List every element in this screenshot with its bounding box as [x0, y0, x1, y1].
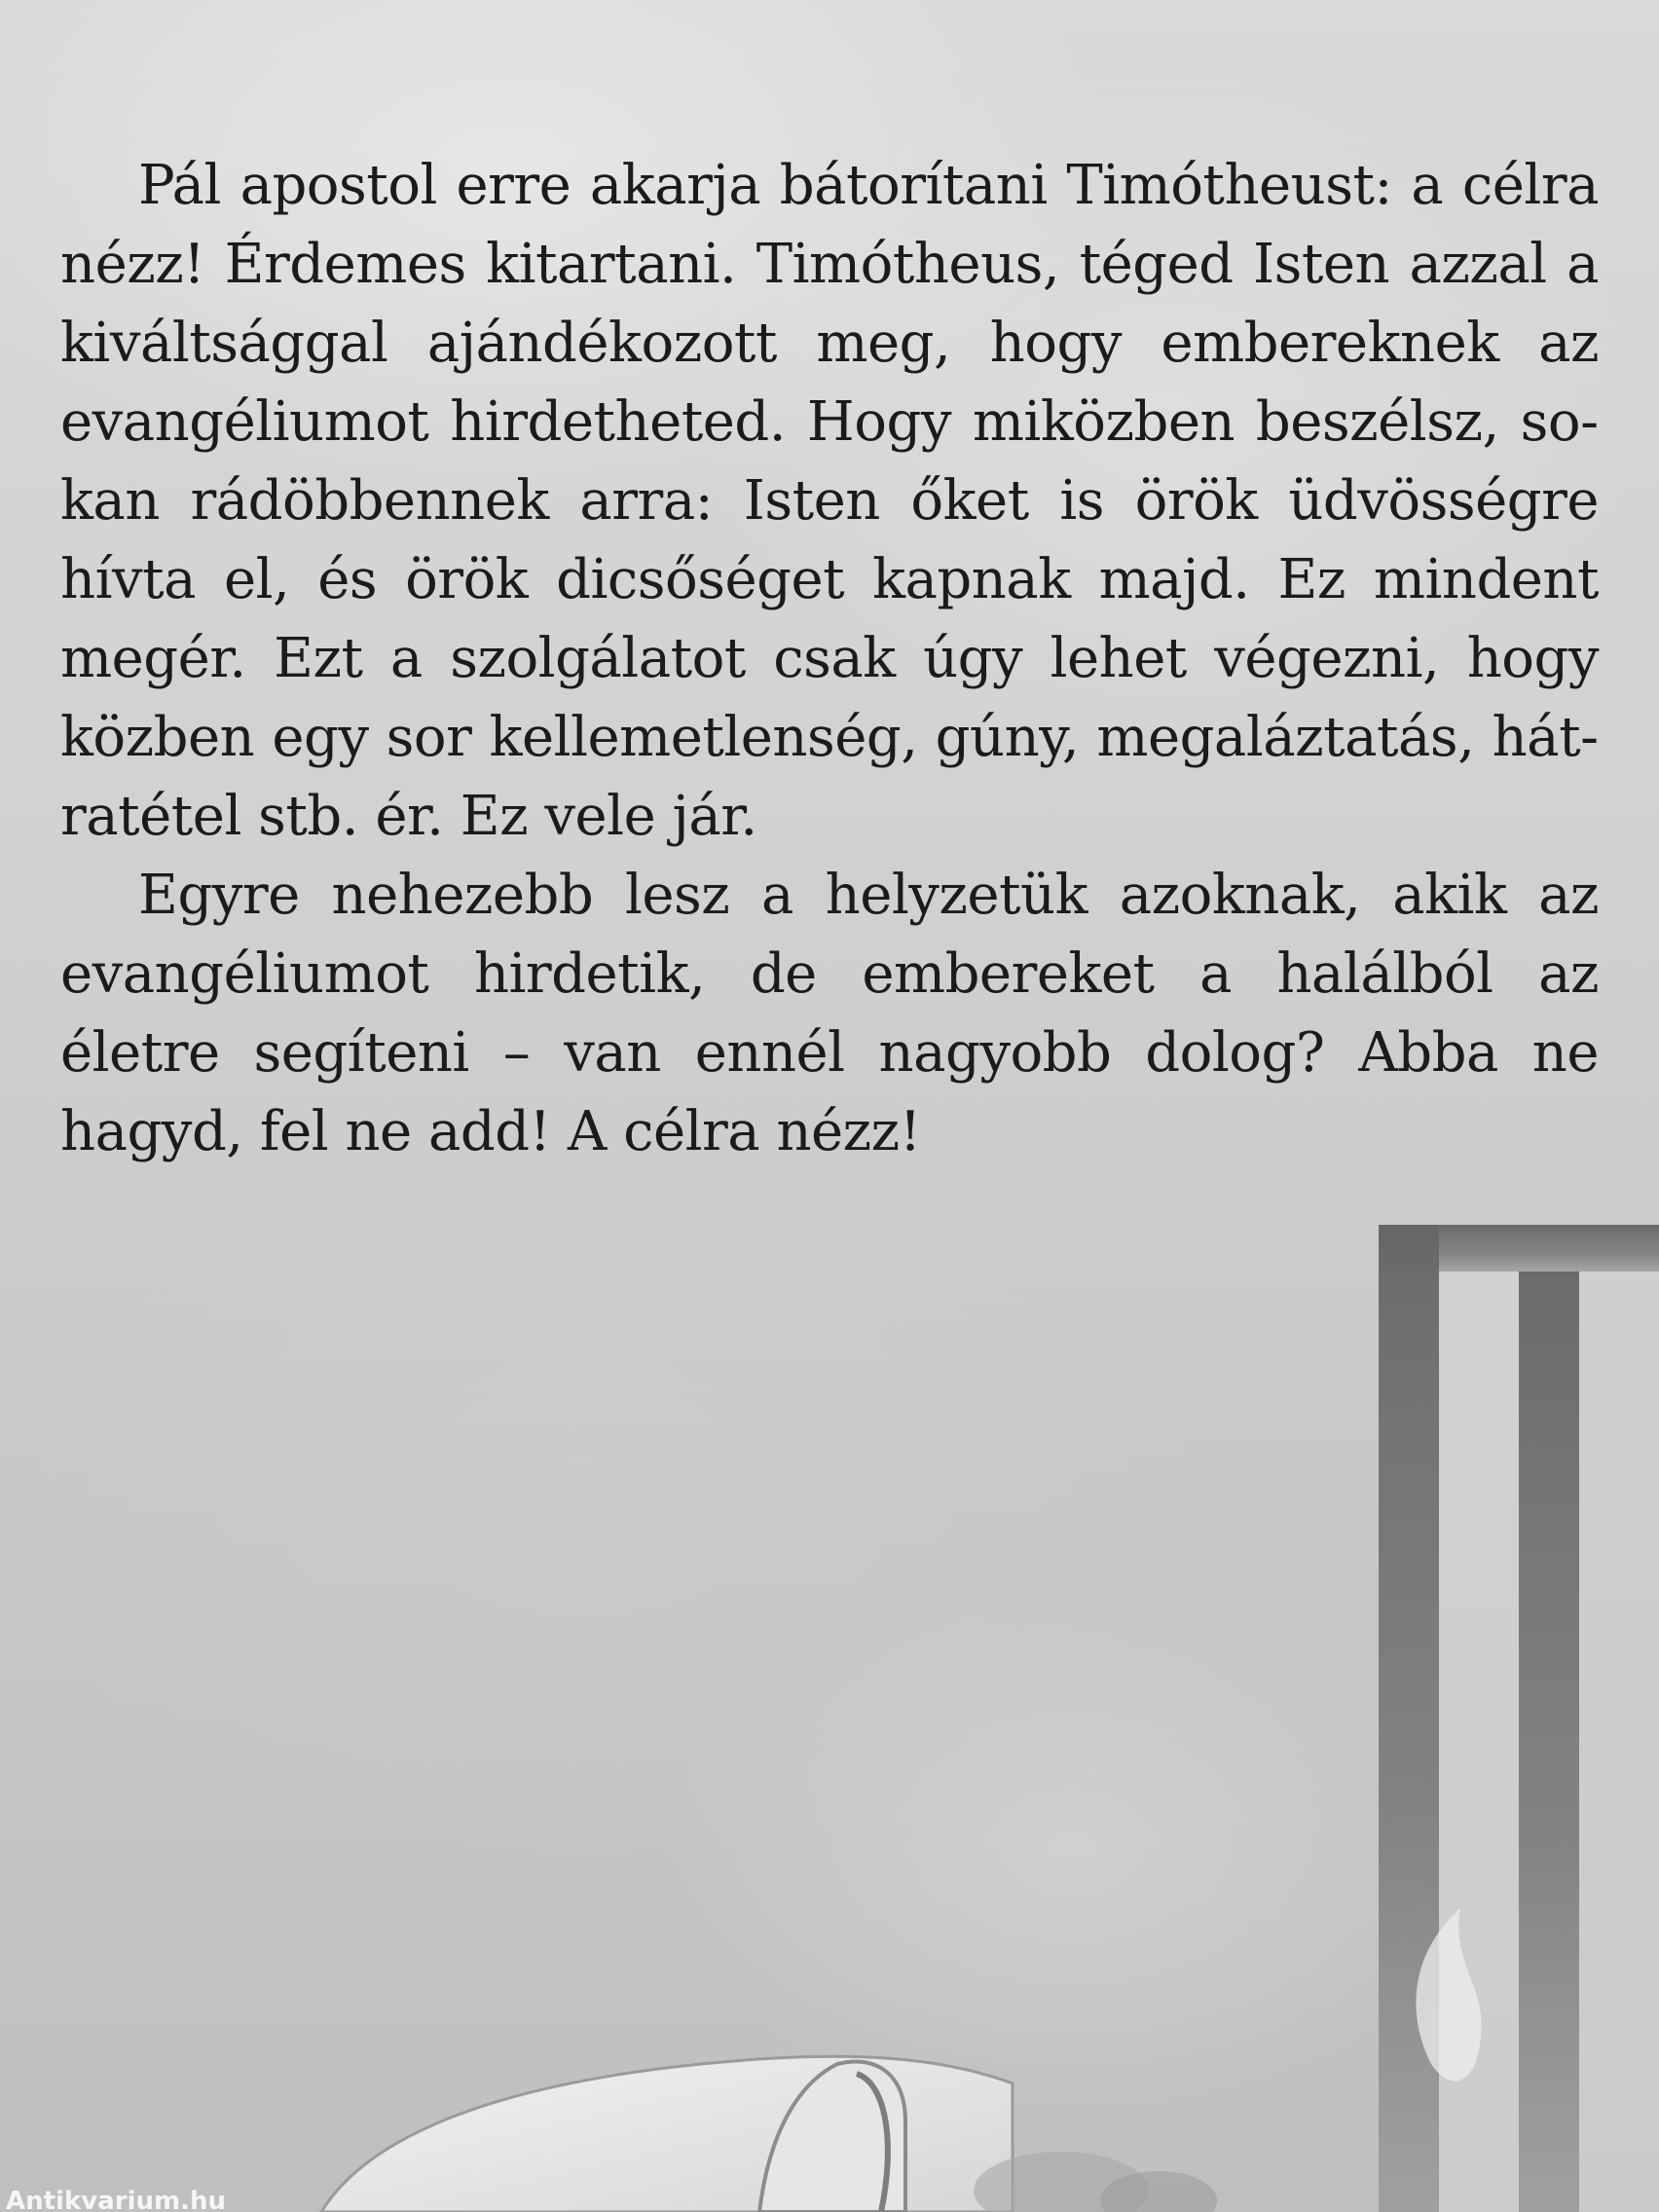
scroll [321, 2056, 1217, 2212]
paragraph-2: Egyre nehezebb lesz a helyzetük azoknak, akik az evangéliumot hirdetik, de embereket a halálból az életre segíteni – van ennél nagyobb dolog? Abba ne hagyd, fel ne add! A célra nézz! [60, 864, 1599, 1163]
door-frame [1379, 1225, 1659, 2212]
body-text [60, 146, 1599, 1171]
paragraph-1: Pál apostol erre akarja bátorítani Timótheust: a célra nézz! Érdemes kitartani. Timótheus, téged Isten azzal a kiváltsággal ajándékozott meg, hogy embereknek az evangéliumot hirdetheted. Hogy miközben beszélsz, sokan rádöbbennek arra: Isten őket is örök üdvösségre hívta el, és örök dicsőséget kapnak majd. Ez mindent megér. Ezt a szolgálatot csak úgy lehet végezni, hogy közben egy sor kellemetlenség, gúny, megaláztatás, hátratétel stb. ér. Ez vele jár. [60, 154, 1599, 848]
watercolor-illustration [0, 1207, 1659, 2212]
watermark: Antikvarium.hu [6, 2187, 226, 2212]
